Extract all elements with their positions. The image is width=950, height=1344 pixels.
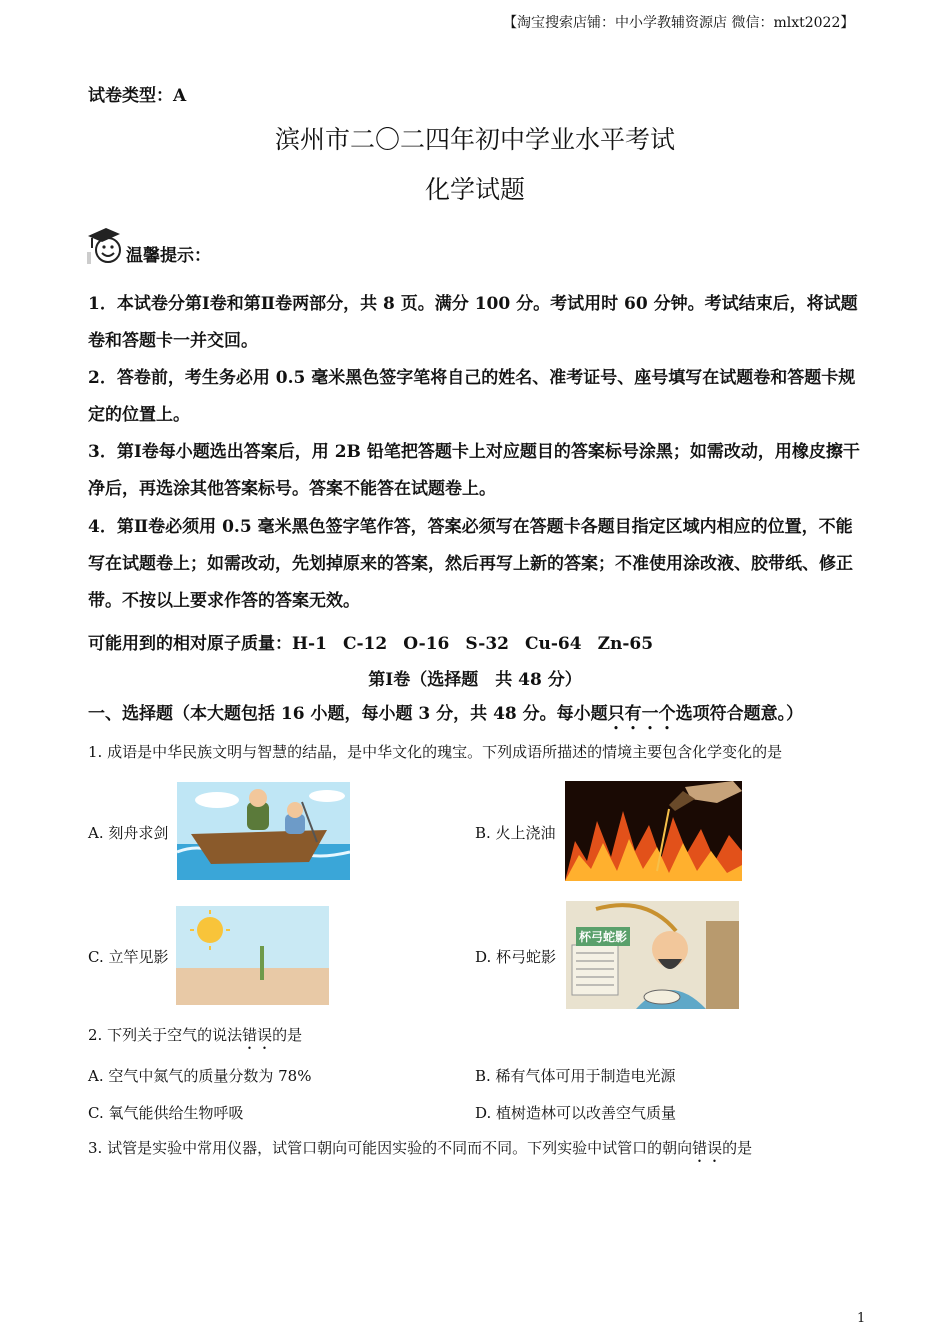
exam-subject: 化学试题 xyxy=(424,175,525,204)
tip-item-3: 3．第Ⅰ卷每小题选出答案后，用 2B 铅笔把答题卡上对应题目的答案标号涂黑；如需改动，用橡皮擦干净后，再选涂其他答案标号。答案不能答在试题卷上。 xyxy=(88,442,860,499)
mass-item: H-1 xyxy=(292,634,327,654)
section1-instructions: 一、选择题（本大题包括 16 小题，每小题 3 分，共 48 分。每小题只有一个选项符合题意。） xyxy=(88,704,804,724)
mass-item: C-12 xyxy=(342,634,388,654)
smiley-graduate-icon xyxy=(86,226,124,266)
cup-bow-image xyxy=(566,901,739,1009)
q1-option-c-label: C. 立竿见影 xyxy=(88,948,169,966)
fire-image xyxy=(565,781,742,881)
emphasis-text: 只有一个 xyxy=(607,704,676,724)
page-number: 1 xyxy=(857,1311,866,1326)
exam-title: 滨州市二〇二四年初中学业水平考试 xyxy=(274,125,675,154)
question-3-stem: 3. 试管是实验中常用仪器，试管口朝向可能因实验的不同而不同。下列实验中试管口的朝向错误的是 xyxy=(88,1139,753,1157)
part1-title: 第Ⅰ卷（选择题 共 48 分） xyxy=(368,670,582,690)
q2-option-b: B. 稀有气体可用于制造电光源 xyxy=(475,1067,676,1085)
exam-type-label: 试卷类型：A xyxy=(88,86,187,106)
tip-item-2: 2．答卷前，考生务必用 0.5 毫米黑色签字笔将自己的姓名、准考证号、座号填写在试题卷和答题卡规定的位置上。 xyxy=(88,368,856,425)
tip-item-1: 1．本试卷分第Ⅰ卷和第Ⅱ卷两部分，共 8 页。满分 100 分。考试用时 60 分钟。考试结束后，将试题卷和答题卡一并交回。 xyxy=(88,294,858,351)
tips-label: 温馨提示： xyxy=(126,246,211,266)
mass-item: O-16 xyxy=(403,634,450,654)
q2-option-d: D. 植树造林可以改善空气质量 xyxy=(475,1104,677,1122)
emphasis-text: 错误 xyxy=(242,1026,273,1044)
emphasis-text: 错误 xyxy=(692,1139,723,1157)
q1-option-d-label: D. 杯弓蛇影 xyxy=(475,948,557,966)
header-note: 【淘宝搜索店铺：中小学教辅资源店 微信：mlxt2022】 xyxy=(503,15,855,31)
atomic-masses-label: 可能用到的相对原子质量： xyxy=(88,634,292,654)
tips-header xyxy=(86,226,211,266)
question-1-stem: 1. 成语是中华民族文明与智慧的结晶，是中华文化的瑰宝。下列成语所描述的情境主要包含化学变化的是 xyxy=(88,743,783,761)
question-2-stem: 2. 下列关于空气的说法错误的是 xyxy=(88,1026,303,1044)
mass-item: Cu-64 xyxy=(524,634,582,654)
mass-item: S-32 xyxy=(465,634,509,654)
q1-option-a-label: A. 刻舟求剑 xyxy=(88,824,169,842)
tip-item-4: 4．第Ⅱ卷必须用 0.5 毫米黑色签字笔作答，答案必须写在答题卡各题目指定区域内相应的位置，不能写在试题卷上；如需改动，先划掉原来的答案，然后再写上新的答案；不准使用涂改液、胶带纸、修正带。不按以上要求作答的答案无效。 xyxy=(88,517,853,611)
image-caption: 杯弓蛇影 xyxy=(576,927,630,946)
q2-option-c: C. 氧气能供给生物呼吸 xyxy=(88,1104,244,1122)
q2-option-a: A. 空气中氮气的质量分数为 78% xyxy=(88,1067,312,1085)
boat-image xyxy=(177,782,350,880)
pole-shadow-image xyxy=(176,906,329,1005)
atomic-masses xyxy=(88,629,653,654)
mass-item: Zn-65 xyxy=(597,634,654,654)
q1-option-b-label: B. 火上浇油 xyxy=(475,824,556,842)
